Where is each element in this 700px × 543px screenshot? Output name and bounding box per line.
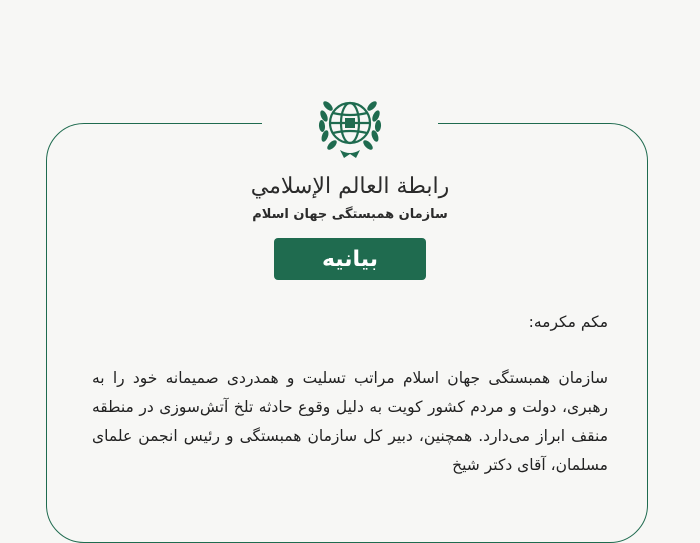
- letter-paragraph: سازمان همبستگی جهان اسلام مراتب تسلیت و همدردی صمیمانه خود را به رهبری، دولت و مردم کشور کویت به دلیل وقوع حادثه تلخ آتش‌سوزی در منطقه منقف ابراز می‌دارد. همچنین، دبیر کل سازمان همبستگی و رئیس انجمن علمای مسلمان، آقای دکتر شیخ: [92, 369, 608, 474]
- org-name-arabic: رابطة العالم الإسلامي: [250, 174, 450, 199]
- statement-banner: بیانیه: [274, 238, 426, 280]
- globe-wreath-icon: [310, 86, 390, 166]
- letter-body: [92, 308, 608, 480]
- org-name-calligraphy: [250, 166, 450, 202]
- org-name-persian: سازمان همبستگی جهان اسلام: [252, 207, 448, 222]
- salutation: مکم مکرمه:: [528, 313, 608, 331]
